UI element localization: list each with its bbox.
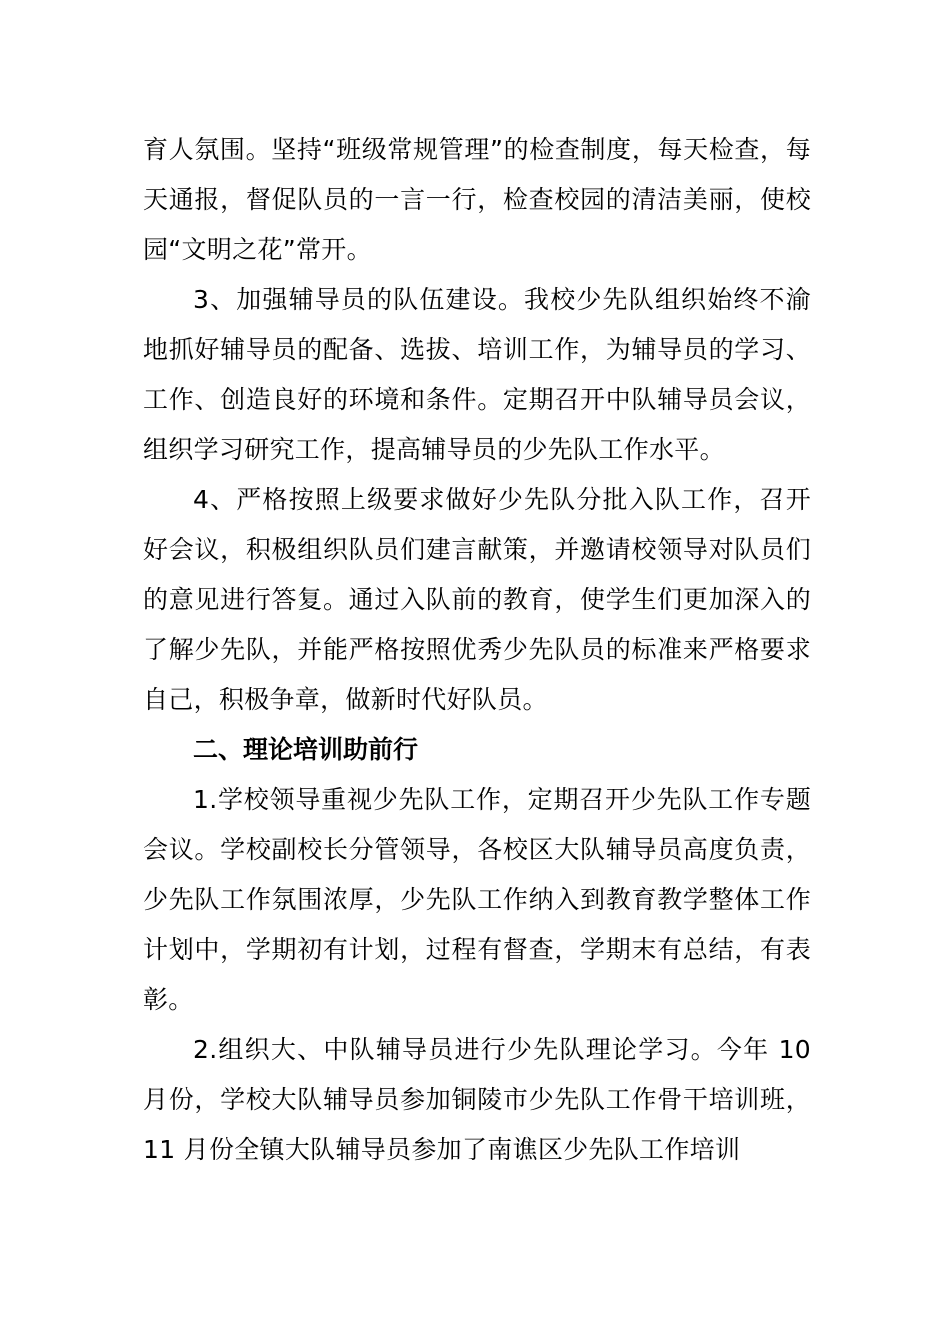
- paragraph-item-4: 4、严格按照上级要求做好少先队分批入队工作，召开好会议，积极组织队员们建言献策，并邀请校领导对队员们的意见进行答复。通过入队前的教育，使学生们更加深入的了解少先队，并能严格按照优秀少先队员的标准来严格要求自己，积极争章，做新时代好队员。: [143, 485, 811, 714]
- paragraph-item-3: 3、加强辅导员的队伍建设。我校少先队组织始终不渝地抓好辅导员的配备、选拔、培训工作，为辅导员的学习、工作、创造良好的环境和条件。定期召开中队辅导员会议，组织学习研究工作，提高辅导员的少先队工作水平。: [143, 285, 811, 464]
- document-body: [143, 125, 811, 1175]
- paragraph-continuation: 育人氛围。坚持“班级常规管理”的检查制度，每天检查，每天通报，督促队员的一言一行，检查校园的清洁美丽，使校园“文明之花”常开。: [143, 135, 811, 264]
- section-heading: 二、理论培训助前行: [193, 735, 419, 764]
- paragraph-item-2: 2.组织大、中队辅导员进行少先队理论学习。今年 10 月份，学校大队辅导员参加铜陵市少先队工作骨干培训班，11 月份全镇大队辅导员参加了南谯区少先队工作培训: [143, 1035, 811, 1164]
- paragraph-item-1: 1.学校领导重视少先队工作，定期召开少先队工作专题会议。学校副校长分管领导，各校区大队辅导员高度负责，少先队工作氛围浓厚，少先队工作纳入到教育教学整体工作计划中，学期初有计划，过程有督查，学期末有总结，有表彰。: [143, 785, 811, 1014]
